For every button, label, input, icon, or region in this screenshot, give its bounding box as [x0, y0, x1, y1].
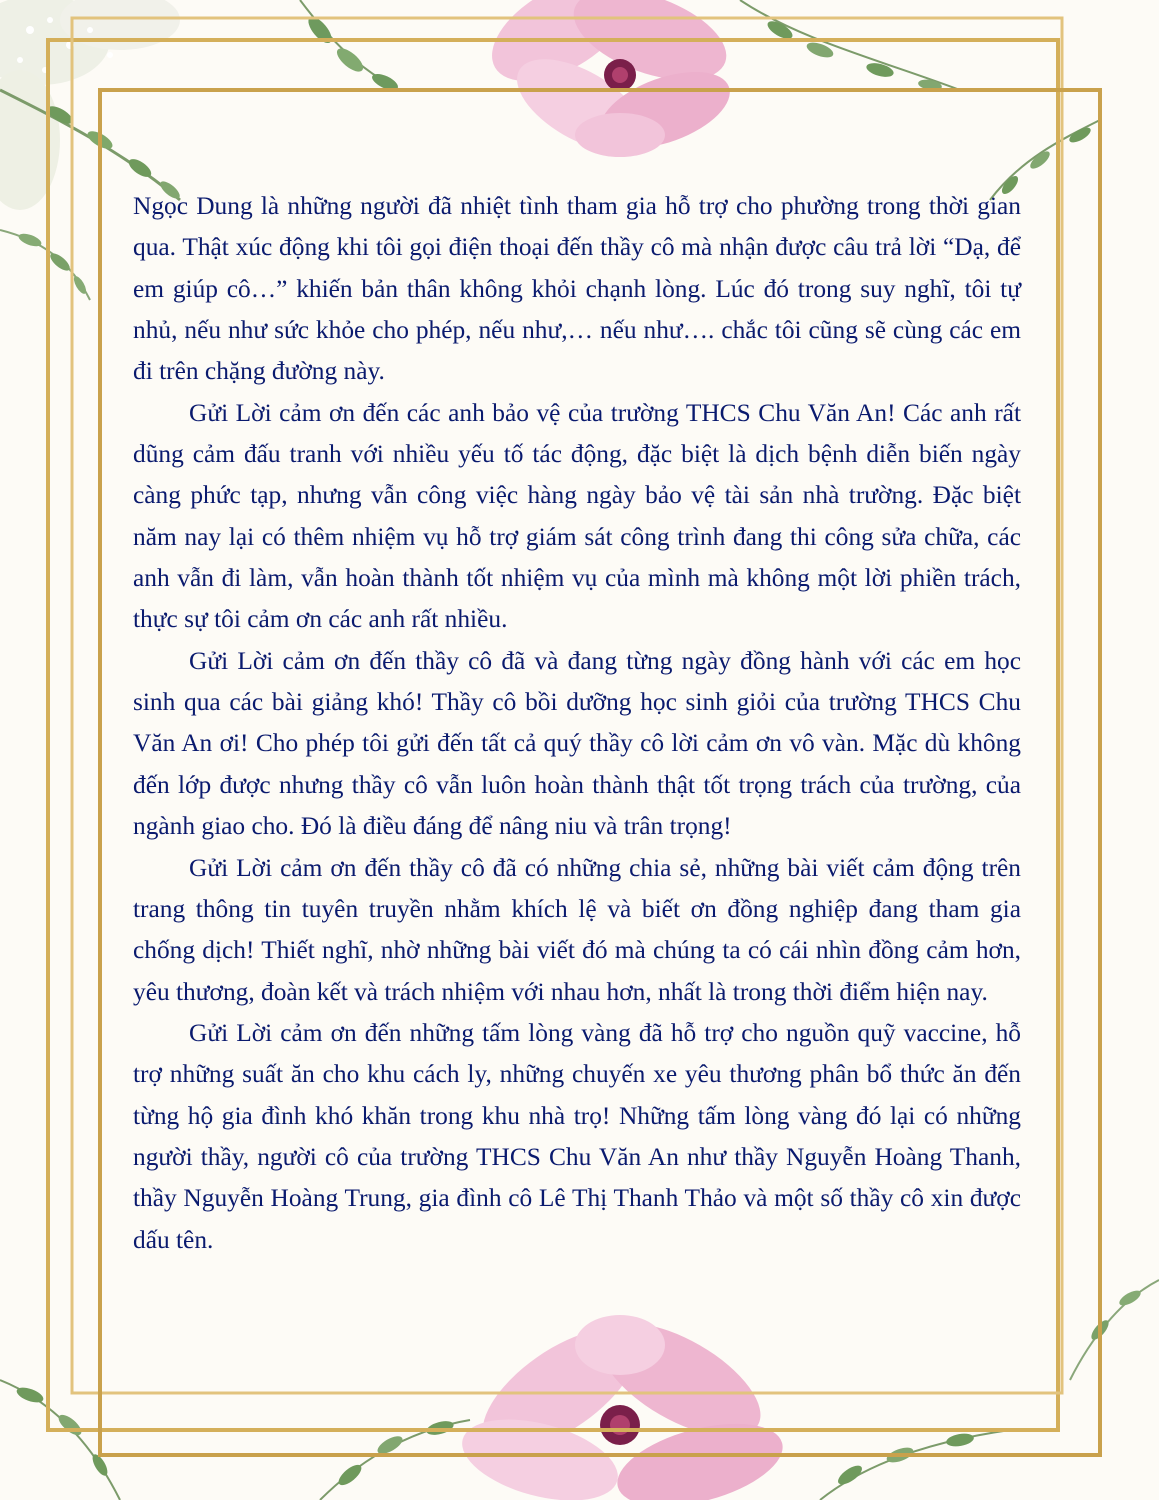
pink-flower-top: [475, 0, 740, 169]
leaves-bottom-right: [820, 1280, 1159, 1500]
paragraph-2: Gửi Lời cảm ơn đến các anh bảo vệ của trường THCS Chu Văn An! Các anh rất dũng cảm đấu tranh với nhiều yếu tố tác động, đặc biệt là dịch bệnh diễn biến ngày càng phức tạp, nhưng vẫn công việc hàng ngày bảo vệ tài sản nhà trường. Đặc biệt năm nay lại có thêm nhiệm vụ hỗ trợ giám sát công trình đang thi công sửa chữa, các anh vẫn đi làm, vẫn hoàn thành tốt nhiệm vụ của mình mà không một lời phiền trách, thực sự tôi cảm ơn các anh rất nhiều.: [133, 398, 1021, 634]
paragraph-3: Gửi Lời cảm ơn đến thầy cô đã và đang từng ngày đồng hành với các em học sinh qua các bài giảng khó! Thầy cô bồi dưỡng học sinh giỏi của trường THCS Chu Văn An ơi! Cho phép tôi gửi đến tất cả quý thầy cô lời cảm ơn vô vàn. Mặc dù không đến lớp được nhưng thầy cô vẫn luôn hoàn thành thật tốt trọng trách của trường, của ngành giao cho. Đó là điều đáng để nâng niu và trân trọng!: [133, 646, 1021, 841]
leaves-top-right: [740, 0, 1100, 200]
letter-body: [133, 186, 1021, 1261]
paragraph-5: Gửi Lời cảm ơn đến những tấm lòng vàng đã hỗ trợ cho nguồn quỹ vaccine, hỗ trợ những suất ăn cho khu cách ly, những chuyến xe yêu thương phân bổ thức ăn đến từng hộ gia đình khó khăn trong khu nhà trọ! Những tấm lòng vàng đó lại có những người thầy, người cô của trường THCS Chu Văn An như thầy Nguyễn Hoàng Thanh, thầy Nguyễn Hoàng Trung, gia đình cô Lê Thị Thanh Thảo và một số thầy cô xin được dấu tên.: [133, 1018, 1021, 1254]
paragraph-4: Gửi Lời cảm ơn đến thầy cô đã có những chia sẻ, những bài viết cảm động trên trang thông tin tuyên truyền nhằm khích lệ và biết ơn đồng nghiệp đang tham gia chống dịch! Thiết nghĩ, nhờ những bài viết đó mà chúng ta có cái nhìn đồng cảm hơn, yêu thương, đoàn kết và trách nhiệm với nhau hơn, nhất là trong thời điểm hiện nay.: [133, 853, 1021, 1006]
leaves-top-center: [300, 0, 400, 93]
pink-flower-bottom: [453, 1300, 791, 1500]
paragraph-1: Ngọc Dung là những người đã nhiệt tình tham gia hỗ trợ cho phường trong thời gian qua. Thật xúc động khi tôi gọi điện thoại đến thầy cô mà nhận được câu trả lời “Dạ, để em giúp cô…” khiến bản thân không khỏi chạnh lòng. Lúc đó trong suy nghĩ, tôi tự nhủ, nếu như sức khỏe cho phép, nếu như,… nếu như…. chắc tôi cũng sẽ cùng các em đi trên chặng đường này.: [133, 192, 1021, 386]
